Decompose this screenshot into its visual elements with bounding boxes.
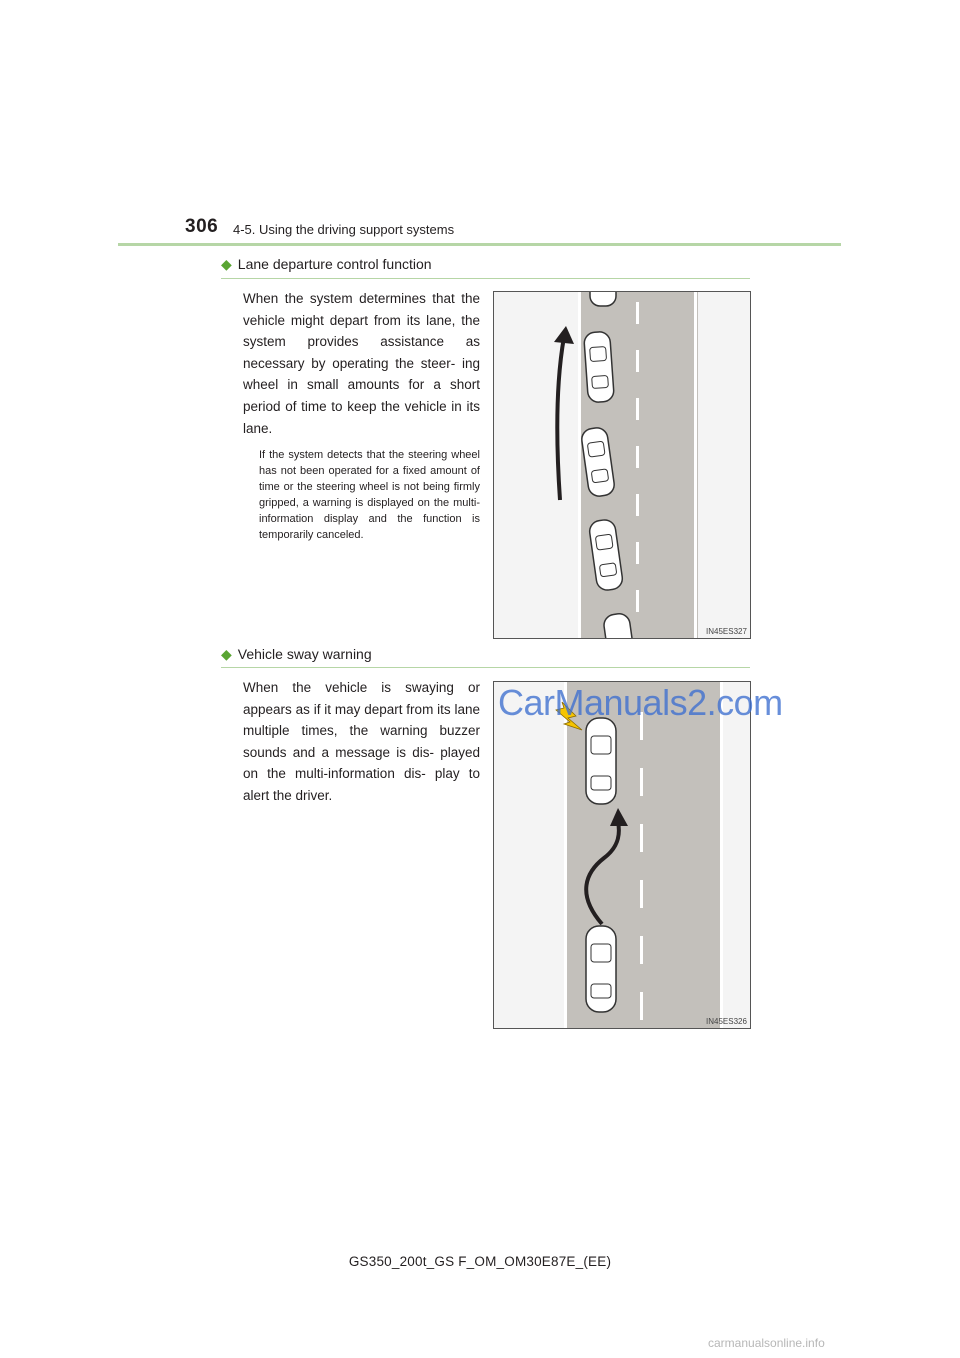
figure-code: IN45ES326 xyxy=(706,1017,747,1026)
figure-code: IN45ES327 xyxy=(706,627,747,636)
lane-departure-illustration xyxy=(493,291,751,639)
note-paragraph: If the system detects that the steering wheel has not been operated for a fixed amount of time or the steering wheel is not being firmly gripped, a warning is displayed on the multi-information display and the function is temporarily canceled. xyxy=(259,449,480,541)
diamond-bullet-icon: ◆ xyxy=(221,256,232,272)
section-heading-sway-warning xyxy=(221,646,372,663)
heading-rule xyxy=(221,278,750,279)
watermark-carmanuals2: CarManuals2.com xyxy=(498,682,783,723)
sway-warning-illustration xyxy=(493,681,751,1029)
heading-rule xyxy=(221,667,750,668)
diamond-bullet-icon: ◆ xyxy=(221,646,232,662)
header-rule xyxy=(118,243,841,246)
watermark-carmanualsonline: carmanualsonline.info xyxy=(708,1336,825,1350)
footer-document-code: GS350_200t_GS F_OM_OM30E87E_(EE) xyxy=(348,1254,612,1269)
section-heading-lane-departure xyxy=(221,256,432,273)
heading-text: Vehicle sway warning xyxy=(237,646,372,662)
body-paragraph: When the vehicle is swaying or appears as if it may depart from its lane multiple times, the warning buzzer sounds and a message is dis- played on the multi-information dis- play to alert the driver. xyxy=(243,680,480,803)
section-title: 4-5. Using the driving support systems xyxy=(233,222,455,237)
page-number: 306 xyxy=(185,216,219,237)
heading-text: Lane departure control function xyxy=(237,256,432,272)
body-paragraph: When the system determines that the vehicle might depart from its lane, the system provides assistance as necessary by operating the steer- ing wheel in small amounts for a short period of time to keep the vehicle in its lane. xyxy=(243,291,480,436)
